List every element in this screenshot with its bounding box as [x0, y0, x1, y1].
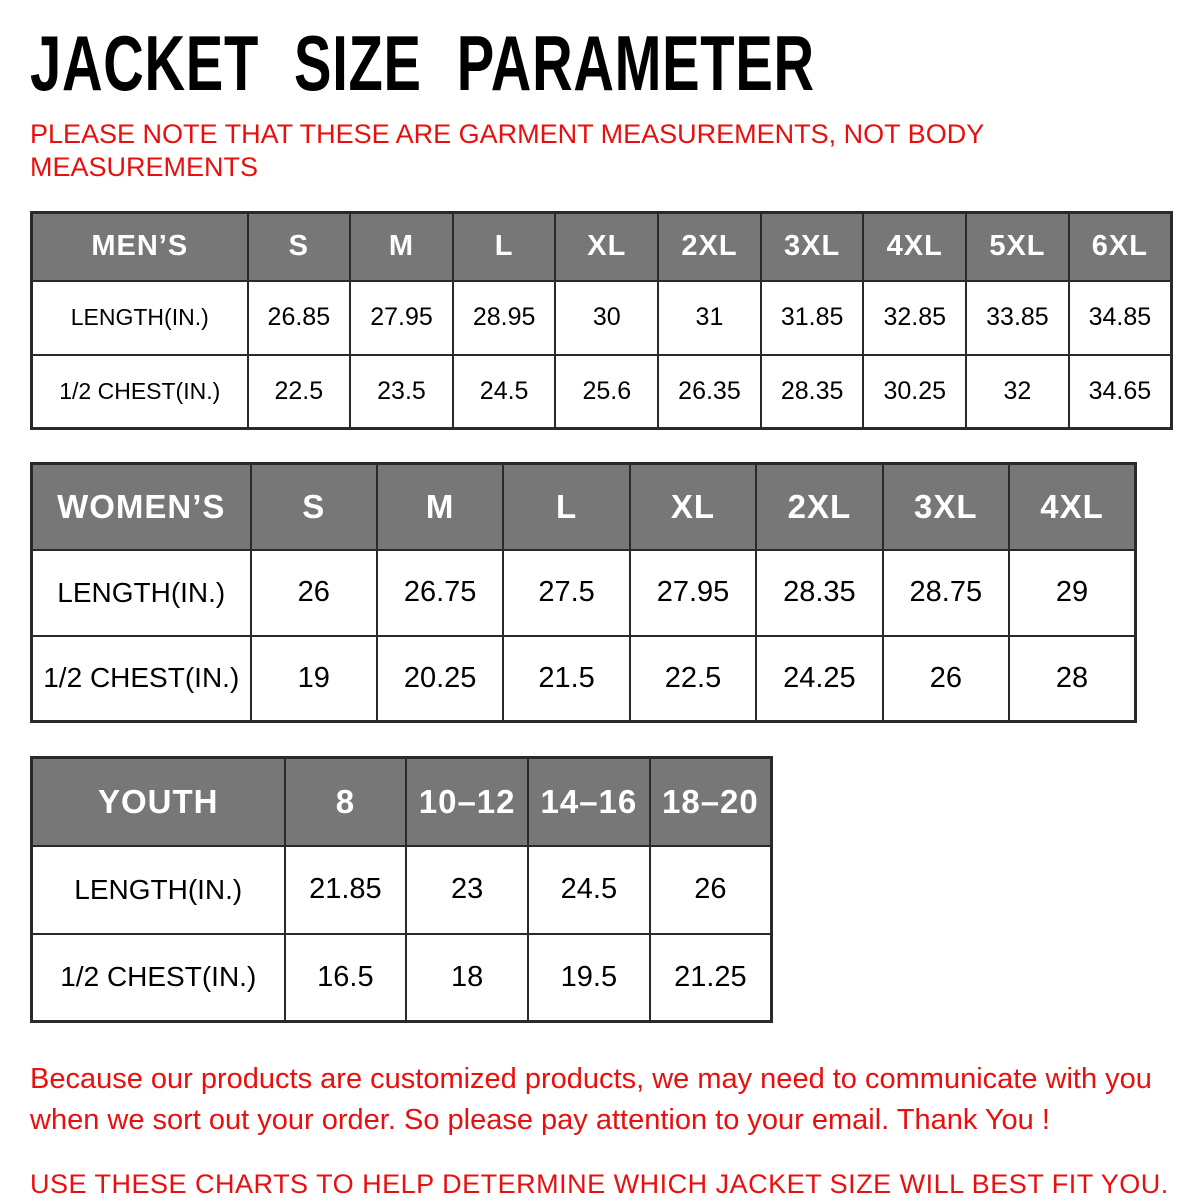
size-column-header: L — [453, 213, 556, 281]
size-column-header: 4XL — [1009, 464, 1135, 550]
size-value-cell: 28.35 — [756, 550, 882, 636]
size-column-header: 4XL — [863, 213, 966, 281]
youth-table-title: YOUTH — [32, 758, 285, 846]
size-column-header: M — [377, 464, 503, 550]
garment-measurement-note-line2: MEASUREMENTS — [30, 152, 259, 183]
customized-products-notice-line2: when we sort out your order. So please pay attention to your email. Thank You ! — [30, 1104, 1050, 1137]
size-column-header: S — [248, 213, 351, 281]
size-value-cell: 31 — [658, 281, 761, 355]
header-row — [32, 213, 1172, 281]
size-value-cell: 28 — [1009, 636, 1135, 722]
measurement-row-label: LENGTH(IN.) — [32, 281, 248, 355]
table-row — [32, 355, 1172, 429]
customized-products-notice — [30, 1059, 1173, 1141]
youth-size-table — [30, 756, 773, 1023]
size-value-cell: 31.85 — [761, 281, 864, 355]
size-value-cell: 23 — [406, 846, 528, 934]
size-value-cell: 21.5 — [503, 636, 629, 722]
size-value-cell: 32.85 — [863, 281, 966, 355]
womens-size-table — [30, 462, 1137, 723]
size-value-cell: 20.25 — [377, 636, 503, 722]
size-value-cell: 32 — [966, 355, 1069, 429]
measurement-row-label: LENGTH(IN.) — [32, 550, 251, 636]
womens-table-title: WOMEN’S — [32, 464, 251, 550]
size-value-cell: 24.25 — [756, 636, 882, 722]
size-value-cell: 26 — [251, 550, 377, 636]
size-value-cell: 23.5 — [350, 355, 453, 429]
table-row — [32, 934, 772, 1022]
size-value-cell: 22.5 — [630, 636, 756, 722]
size-value-cell: 24.5 — [528, 846, 650, 934]
page-title: JACKET SIZE PARAMETER — [30, 19, 815, 107]
table-row — [32, 636, 1136, 722]
size-column-header: 3XL — [761, 213, 864, 281]
measurement-row-label: 1/2 CHEST(IN.) — [32, 636, 251, 722]
size-column-header: S — [251, 464, 377, 550]
mens-table-title: MEN’S — [32, 213, 248, 281]
size-value-cell: 27.95 — [350, 281, 453, 355]
size-value-cell: 18 — [406, 934, 528, 1022]
size-value-cell: 33.85 — [966, 281, 1069, 355]
table-row — [32, 550, 1136, 636]
garment-measurement-note — [30, 118, 1173, 186]
size-column-header: XL — [630, 464, 756, 550]
table-row — [32, 281, 1172, 355]
garment-measurement-note-line1: PLEASE NOTE THAT THESE ARE GARMENT MEASUREMENTS, NOT BODY — [30, 118, 985, 149]
customized-products-notice-line1: Because our products are customized products, we may need to communicate with you — [30, 1063, 1152, 1096]
size-value-cell: 25.6 — [555, 355, 658, 429]
size-value-cell: 27.5 — [503, 550, 629, 636]
size-column-header: 14–16 — [528, 758, 650, 846]
size-column-header: 2XL — [658, 213, 761, 281]
size-value-cell: 30.25 — [863, 355, 966, 429]
size-value-cell: 26.75 — [377, 550, 503, 636]
size-value-cell: 28.95 — [453, 281, 556, 355]
size-value-cell: 34.85 — [1069, 281, 1172, 355]
size-column-header: 18–20 — [650, 758, 772, 846]
size-column-header: 6XL — [1069, 213, 1172, 281]
header-row — [32, 464, 1136, 550]
size-value-cell: 19.5 — [528, 934, 650, 1022]
size-column-header: 8 — [285, 758, 407, 846]
size-value-cell: 26 — [650, 846, 772, 934]
size-value-cell: 16.5 — [285, 934, 407, 1022]
size-value-cell: 34.65 — [1069, 355, 1172, 429]
size-column-header: 2XL — [756, 464, 882, 550]
size-column-header: M — [350, 213, 453, 281]
size-value-cell: 22.5 — [248, 355, 351, 429]
size-column-header: 5XL — [966, 213, 1069, 281]
size-value-cell: 26.85 — [248, 281, 351, 355]
size-value-cell: 28.75 — [883, 550, 1009, 636]
measurement-row-label: LENGTH(IN.) — [32, 846, 285, 934]
size-value-cell: 27.95 — [630, 550, 756, 636]
table-row — [32, 846, 772, 934]
size-value-cell: 21.85 — [285, 846, 407, 934]
size-column-header: L — [503, 464, 629, 550]
size-value-cell: 29 — [1009, 550, 1135, 636]
size-value-cell: 19 — [251, 636, 377, 722]
size-value-cell: 26.35 — [658, 355, 761, 429]
measurement-row-label: 1/2 CHEST(IN.) — [32, 934, 285, 1022]
size-column-header: 3XL — [883, 464, 1009, 550]
header-row — [32, 758, 772, 846]
mens-size-table — [30, 211, 1173, 430]
measurement-row-label: 1/2 CHEST(IN.) — [32, 355, 248, 429]
size-value-cell: 26 — [883, 636, 1009, 722]
chart-usage-note: USE THESE CHARTS TO HELP DETERMINE WHICH JACKET SIZE WILL BEST FIT YOU. — [30, 1169, 1169, 1200]
size-value-cell: 24.5 — [453, 355, 556, 429]
size-value-cell: 21.25 — [650, 934, 772, 1022]
size-value-cell: 30 — [555, 281, 658, 355]
size-column-header: XL — [555, 213, 658, 281]
size-value-cell: 28.35 — [761, 355, 864, 429]
size-column-header: 10–12 — [406, 758, 528, 846]
